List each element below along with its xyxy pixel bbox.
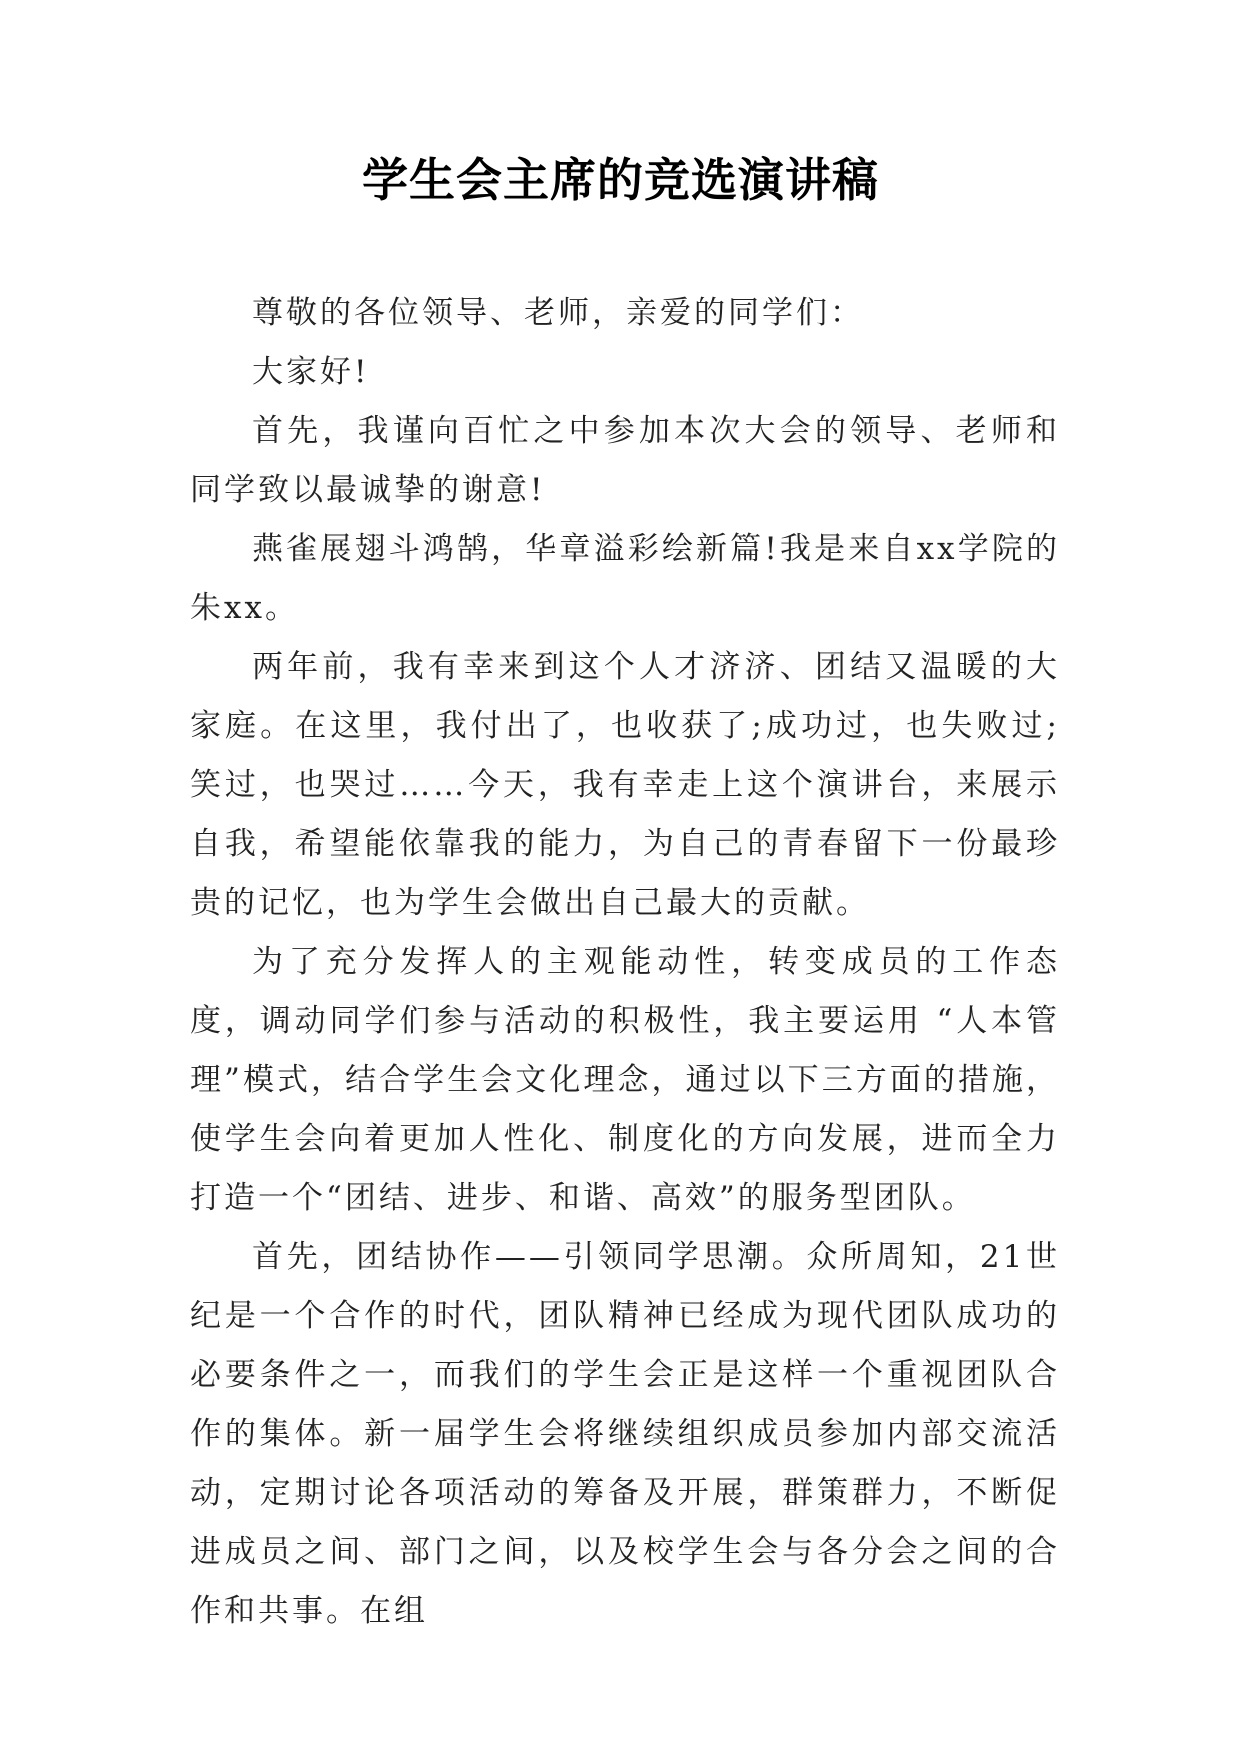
paragraph-greeting: 大家好! [252, 354, 370, 390]
paragraph-thanks: 首先，我谨向百忙之中参加本次大会的领导、老师和同学致以最诚挚的谢意! [190, 413, 1060, 508]
paragraph-first-measure: 首先，团结协作——引领同学思潮。众所周知，21世纪是一个合作的时代，团队精神已经成为现代团队成功的必要条件之一，而我们的学生会正是这样一个重视团队合作的集体。新一届学生会将继续组织成员参加内部交流活动，定期讨论各项活动的筹备及开展，群策群力，不断促进成员之间、部门之间，以及校学生会与各分会之间的合作和共事。在组 [190, 1239, 1060, 1629]
paragraph-salutation: 尊敬的各位领导、老师，亲爱的同学们： [252, 295, 864, 331]
paragraph-background: 两年前，我有幸来到这个人才济济、团结又温暖的大家庭。在这里，我付出了，也收获了;成功过，也失败过;笑过，也哭过……今天，我有幸走上这个演讲台，来展示自我，希望能依靠我的能力，为自己的青春留下一份最珍贵的记忆，也为学生会做出自己最大的贡献。 [190, 649, 1060, 921]
paragraph-approach: 为了充分发挥人的主观能动性，转变成员的工作态度，调动同学们参与活动的积极性，我主要运用 “人本管理”模式，结合学生会文化理念，通过以下三方面的措施，使学生会向着更加人性化、制度化的方向发展，进而全力打造一个“团结、进步、和谐、高效”的服务型团队。 [190, 944, 1060, 1216]
paragraph-introduction: 燕雀展翅斗鸿鹄，华章溢彩绘新篇!我是来自xx学院的朱xx。 [190, 531, 1060, 626]
document-title: 学生会主席的竞选演讲稿 [362, 153, 879, 207]
document-body [190, 284, 1060, 1641]
